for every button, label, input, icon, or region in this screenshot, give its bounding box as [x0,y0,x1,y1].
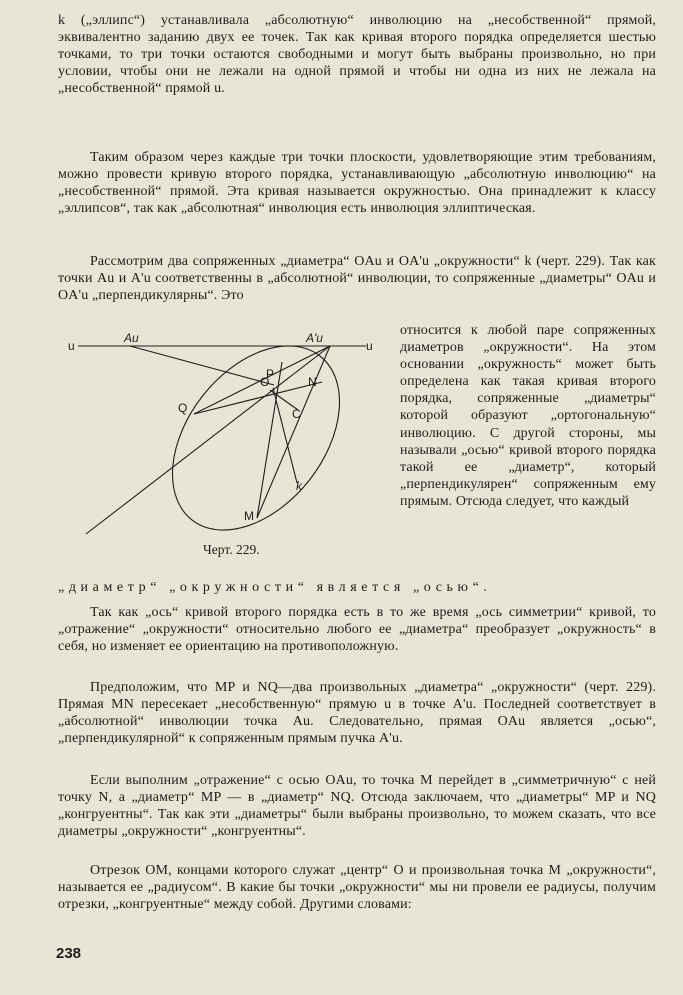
paragraph-3: Рассмотрим два сопряженных „диаметра“ OAu и OA'u „окружности“ k (черт. 229). Так как точки Au и A'u соответственны в „абсолютной“ инволюции, то сопряженные „диаметры“ OAu и OA'u „перпендикулярны“. Это [58,254,656,304]
line-au-o [130,346,274,385]
label-au-prime: A'u [306,331,323,345]
figure-caption: Черт. 229. [203,542,260,557]
label-q: Q [178,401,188,415]
label-k: k [296,479,302,493]
label-au: Au [124,331,139,345]
paragraph-5: Предположим, что MP и NQ—два произвольных „диаметра“ „окружности“ (черт. 229). Прямая MN пересекает „несобственную“ прямую u в точке A'u. Последней соответствует в „абсолютной“ инволюции точка Au. Следовательно, прямая OAu является „осью“, „перпендикулярной“ к сопряженным прямым пучка A'u. [58,680,656,747]
paragraph-7: Отрезок OM, концами которого служат „центр“ O и произвольная точка M „окружности“, называется ее „радиусом“. В какие бы точки „окружности“ мы ни провели ее радиусы, получим отрезки, „конгруентные“ между собой. Другими словами: [58,863,656,913]
label-u-right: u [366,339,373,353]
paragraph-6: Если выполним „отражение“ с осью OAu, то точка M перейдет в „симметричную“ с ней точку N, а „диаметр“ MP — в „диаметр“ NQ. Отсюда заключаем, что „диаметры“ MP и NQ „конгруентны“. Так как эти „диаметры“ были выбраны произвольно, то можем сказать, что все диаметры „окружности“ „конгруентны“. [58,773,656,840]
line-bottom-left [86,346,330,534]
line-o-k [273,388,297,483]
paragraph-1: k („эллипс“) устанавливала „абсолютную“ инволюцию на „несобственной“ прямой, эквивалентно заданию двух ее точек. Так как кривая второго порядка определяется шестью точками, то три точки остаются свободными и могут быть выбраны произвольно, но при условии, чтобы они не лежали на одной прямой и чтобы ни одна из них не лежала на „несобственной“ прямой u. [58,13,656,97]
spaced-emphasis-line: „диаметр“ „окружности“ является „осью“. [58,580,492,595]
paragraph-4: Так как „ось“ кривой второго порядка есть в то же время „ось симметрии“ кривой, то „отражение“ „окружности“ относительно любого ее „диаметра“ преобразует „окружность“ в себя, но изменяет ее ориентацию на противоположную. [58,605,656,655]
label-m: M [244,509,254,523]
circle-k-curve [138,318,373,546]
figure-229-diagram [60,318,390,546]
label-u-left: u [68,339,75,353]
sidebar-paragraph: относится к любой паре сопряженных диаметров „окружности“. На этом основании „окружность“ может быть определена как такая кривая второго порядка, сопряженные „диаметры“ которой образуют „ортогональную“ инволюцию. С другой стороны, мы называли „осью“ кривой второго порядка такой ее „диаметр“, который „перпендикулярен“ сопряженным ему прямым. Отсюда следует, что каждый [400,323,656,509]
page-number: 238 [56,945,82,962]
label-o: O [260,375,270,389]
paragraph-2: Таким образом через каждые три точки плоскости, удовлетворяющие этим требованиям, можно провести кривую второго порядка, устанавливающую „абсолютную инволюцию“ на „несобственной“ прямой. Эта кривая называется окружностью. Она принадлежит к классу „эллипсов“, так как „абсолютная“ инволюция есть инволюция эллиптическая. [58,150,656,217]
label-c: C [292,407,301,421]
label-p: P [266,367,275,381]
label-n: N [308,375,317,389]
